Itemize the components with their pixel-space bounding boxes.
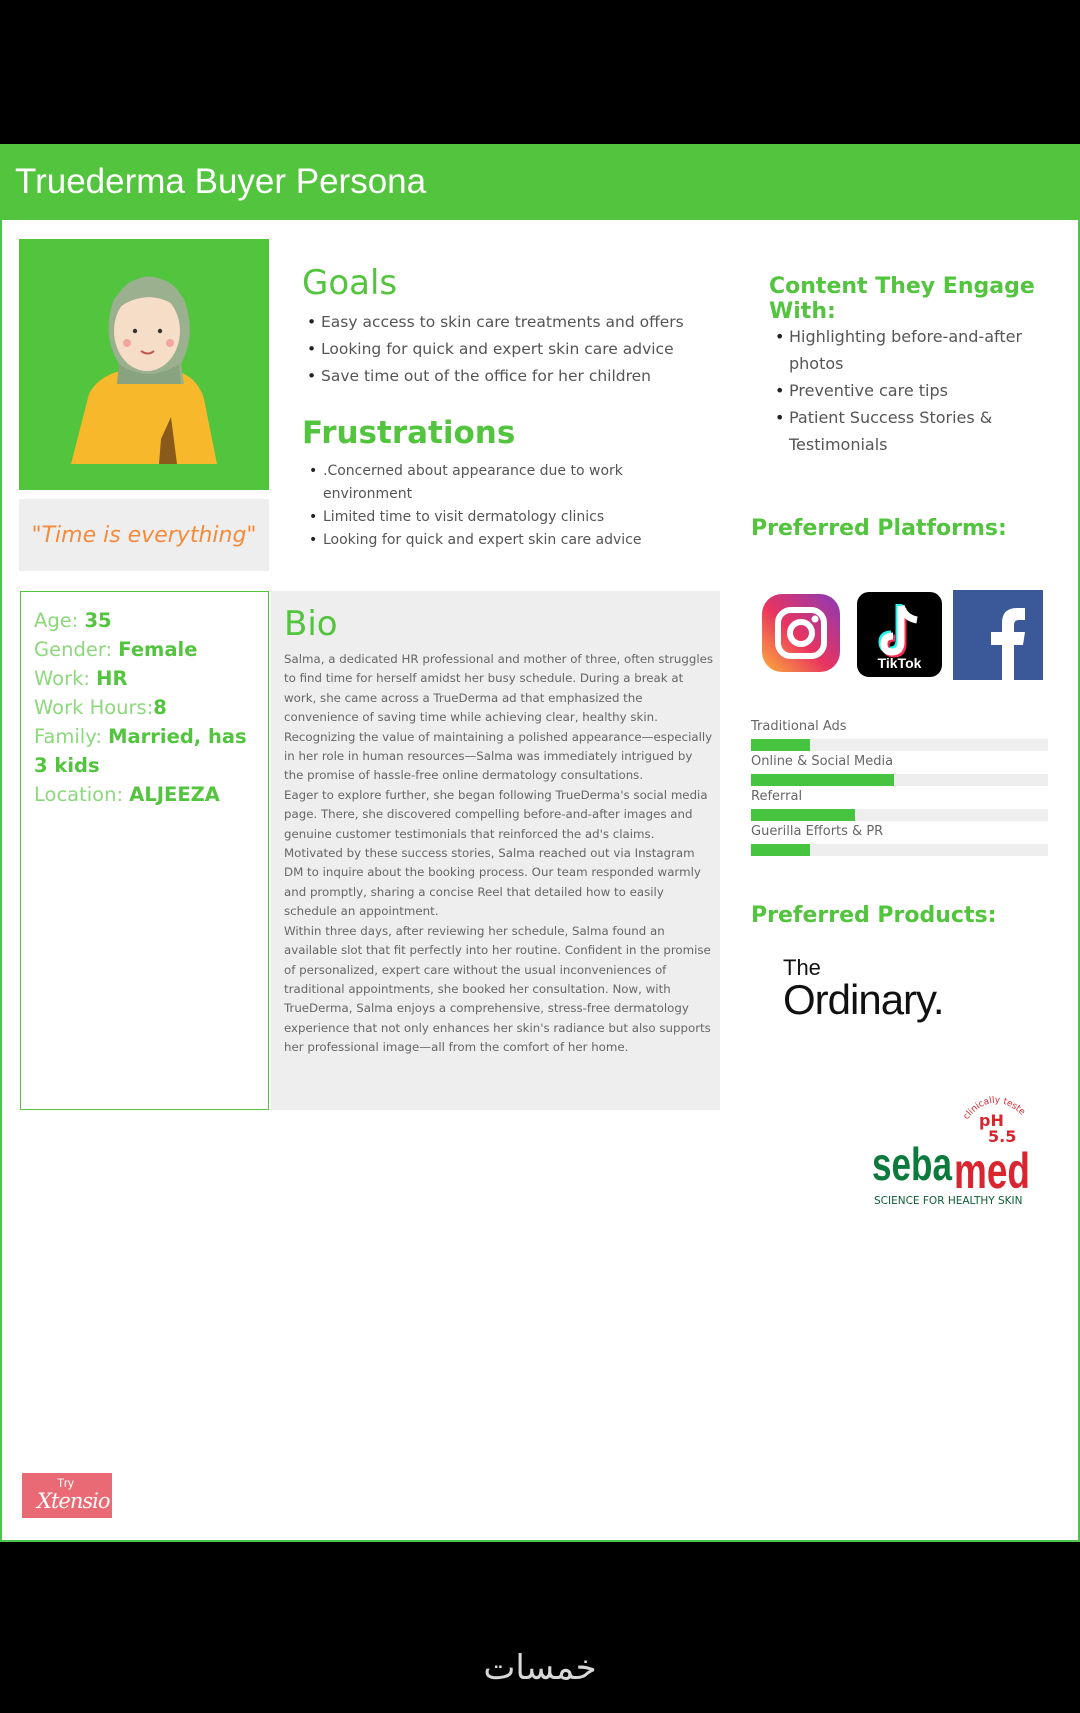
bio-paragraph: Eager to explore further, she began following TrueDerma's social media page. There, she discovered compelling before-and-after images and genuine customer testimonials that reinforced the ad's claims. Motivated by these success stories, Salma reached out via Instagram DM to inquire about the booking process. Our team responded warmly and promptly, sharing a concise Reel that detailed how to easily schedule an appointment. (284, 787, 708, 919)
sebamed-ph: pH (979, 1111, 1004, 1130)
profile-work: Work: HR (34, 667, 128, 690)
sebamed-seba: seba (872, 1138, 953, 1190)
channel-label: Referral (751, 789, 803, 804)
bio-heading: Bio (284, 604, 338, 644)
page-title: Truederma Buyer Persona (15, 162, 427, 201)
facebook-icon (953, 590, 1043, 680)
platforms-heading: Preferred Platforms: (751, 516, 1007, 541)
channel-bar (751, 809, 1048, 821)
bio-paragraph: Salma, a dedicated HR professional and mother of three, often struggles to find time for herself amidst her busy schedule. During a break at work, she came across a TrueDerma ad that emphasized the convenience of saving time while achieving clear, healthy skin. Recognizing the value of maintaining a polished appearance—especially in her role in human resources—Salma was immediately intrigued by the promise of hassle-free online dermatology consultations. (284, 652, 714, 783)
channel-label: Online & Social Media (751, 754, 894, 769)
channel-bar (751, 774, 1048, 786)
profile-hours: Work Hours:8 (34, 696, 167, 719)
profile-family: Family: Married, has 3 kids (34, 725, 247, 777)
bio-text (284, 650, 714, 1058)
list-item: • Limited time to visit dermatology clinics (309, 506, 679, 529)
list-item: • Preventive care tips (775, 377, 1055, 404)
content-heading: Content They Engage With: (769, 274, 1035, 324)
xtensio-name: Xtensio (37, 1489, 110, 1513)
sebamed-logo (872, 1090, 1052, 1210)
goals-list (307, 309, 707, 390)
svg-text:clinically tested (872, 1090, 1027, 1122)
xtensio-badge[interactable] (22, 1473, 112, 1518)
channel-bar (751, 844, 1048, 856)
sebamed-tagline: SCIENCE FOR HEALTHY SKIN (874, 1195, 1023, 1207)
persona-quote (19, 499, 269, 571)
list-item: • Highlighting before-and-after photos (775, 323, 1055, 377)
sebamed-med: med (954, 1143, 1030, 1199)
instagram-icon (760, 592, 842, 674)
channel-label: Traditional Ads (751, 719, 847, 734)
persona-avatar (19, 239, 269, 490)
frustrations-heading: Frustrations (302, 415, 516, 451)
tiktok-label: TikTok (877, 655, 922, 671)
list-item: • Save time out of the office for her children (307, 363, 707, 390)
profile-location: Location: ALJEEZA (34, 783, 220, 806)
profile-box (20, 591, 269, 1110)
khamsat-watermark: خمسات (483, 1648, 597, 1688)
sebamed-ph-value: 5.5 (988, 1127, 1017, 1146)
goals-heading: Goals (302, 263, 398, 303)
content-list (775, 323, 1055, 458)
sebamed-arc-text: clinically teste (961, 1095, 1027, 1122)
channel-bar-fill (751, 774, 894, 786)
tiktok-icon (857, 592, 942, 677)
frustrations-list (309, 460, 679, 552)
profile-gender: Gender: Female (34, 638, 198, 661)
channel-bar-fill (751, 844, 810, 856)
bio-paragraph: Within three days, after reviewing her schedule, Salma found an available slot that fit perfectly into her routine. Confident in the promise of personalized, expert care without the usual inconveniences of traditional appointments, she booked her consultation. Now, with TrueDerma, Salma enjoys a comprehensive, stress-free dermatology experience that not only enhances her skin's radiance but also supports her professional image—all from the comfort of her home. (284, 923, 711, 1055)
quote-text: "Time is everything" (31, 522, 257, 548)
list-item: • Looking for quick and expert skin care advice (307, 336, 707, 363)
list-item: • .Concerned about appearance due to work environment (309, 460, 679, 506)
the-ordinary-logo-small: The (783, 955, 821, 980)
channel-bar-fill (751, 739, 810, 751)
the-ordinary-logo: Ordinary. (783, 976, 944, 1023)
xtensio-try: Try (57, 1476, 74, 1490)
profile-age: Age: 35 (34, 609, 112, 632)
channel-bar (751, 739, 1048, 751)
list-item: • Easy access to skin care treatments and offers (307, 309, 707, 336)
channel-label: Guerilla Efforts & PR (751, 824, 884, 839)
products-heading: Preferred Products: (751, 903, 997, 928)
woman-avatar-icon (19, 239, 269, 490)
channel-bar-fill (751, 809, 855, 821)
list-item: • Looking for quick and expert skin care advice (309, 529, 679, 552)
list-item: • Patient Success Stories & Testimonials (775, 404, 1055, 458)
